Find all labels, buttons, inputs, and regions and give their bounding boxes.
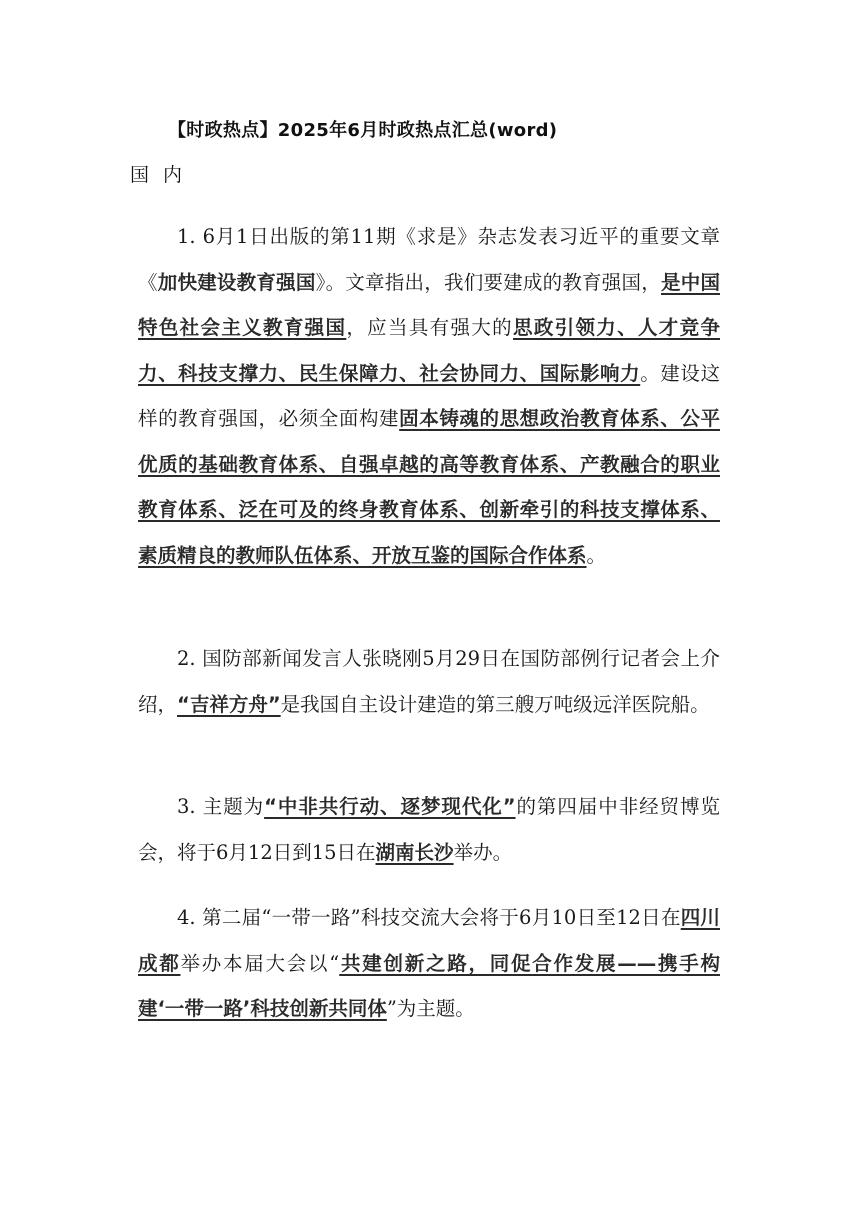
text-segment: 2. 国防部新闻发言人张晓刚5月29日在国防部例行记者会上介绍，	[138, 647, 720, 716]
news-item-4	[138, 895, 720, 1032]
text-segment: ”为主题。	[386, 997, 475, 1020]
news-item-2	[138, 636, 720, 727]
text-segment: ，应当具有强大的	[346, 316, 513, 339]
text-segment: 》。文章指出，我们要建成的教育强国，	[315, 270, 661, 294]
key-point: 湖南长沙	[375, 840, 454, 864]
section-heading: 国 内	[130, 164, 187, 186]
text-segment: 3. 主题为	[177, 795, 265, 818]
text-segment: 是我国自主设计建造的第三艘万吨级远洋医院船。	[280, 692, 710, 716]
text-segment: 举办本届大会以“	[180, 951, 340, 975]
news-item-1	[138, 214, 720, 578]
key-point: “中非共行动、逐梦现代化”	[264, 795, 516, 818]
highlight-text: 加快建设教育强国	[157, 270, 316, 294]
document-title: 【时政热点】2025年6月时政热点汇总(word)	[168, 120, 558, 141]
text-segment: 4. 第二届“一带一路”科技交流大会将于6月10日至12日在	[177, 906, 681, 929]
news-item-3	[138, 784, 720, 875]
key-point: 是中国特色社会主义教育强国	[138, 270, 720, 339]
text-segment: 。建设这样的教育强国，必须全面构建	[138, 361, 720, 430]
text-segment: 1. 6月1日出版的第11期《求是》杂志发表习近平的重要文章《	[138, 225, 720, 294]
key-point: 思政引领力、人才竞争力、科技支撑力、民生保障力、社会协同力、国际影响力	[138, 316, 720, 385]
text-segment: 举办。	[453, 840, 513, 864]
text-segment: 。	[586, 543, 607, 567]
key-point: “吉祥方舟”	[177, 692, 281, 716]
key-point: 四川成都	[138, 906, 720, 975]
key-point: 共建创新之路，同促合作发展——携手构建‘一带一路’科技创新共同体	[138, 951, 720, 1020]
text-segment: 的第四届中非经贸博览会，将于6月12日到15日在	[138, 795, 720, 864]
key-point: 固本铸魂的思想政治教育体系、公平优质的基础教育体系、自强卓越的高等教育体系、产教融合的职业教育体系、泛在可及的终身教育体系、创新牵引的科技支撑体系、素质精良的教师队伍体系、开放互鉴的国际合作体系	[138, 407, 720, 567]
